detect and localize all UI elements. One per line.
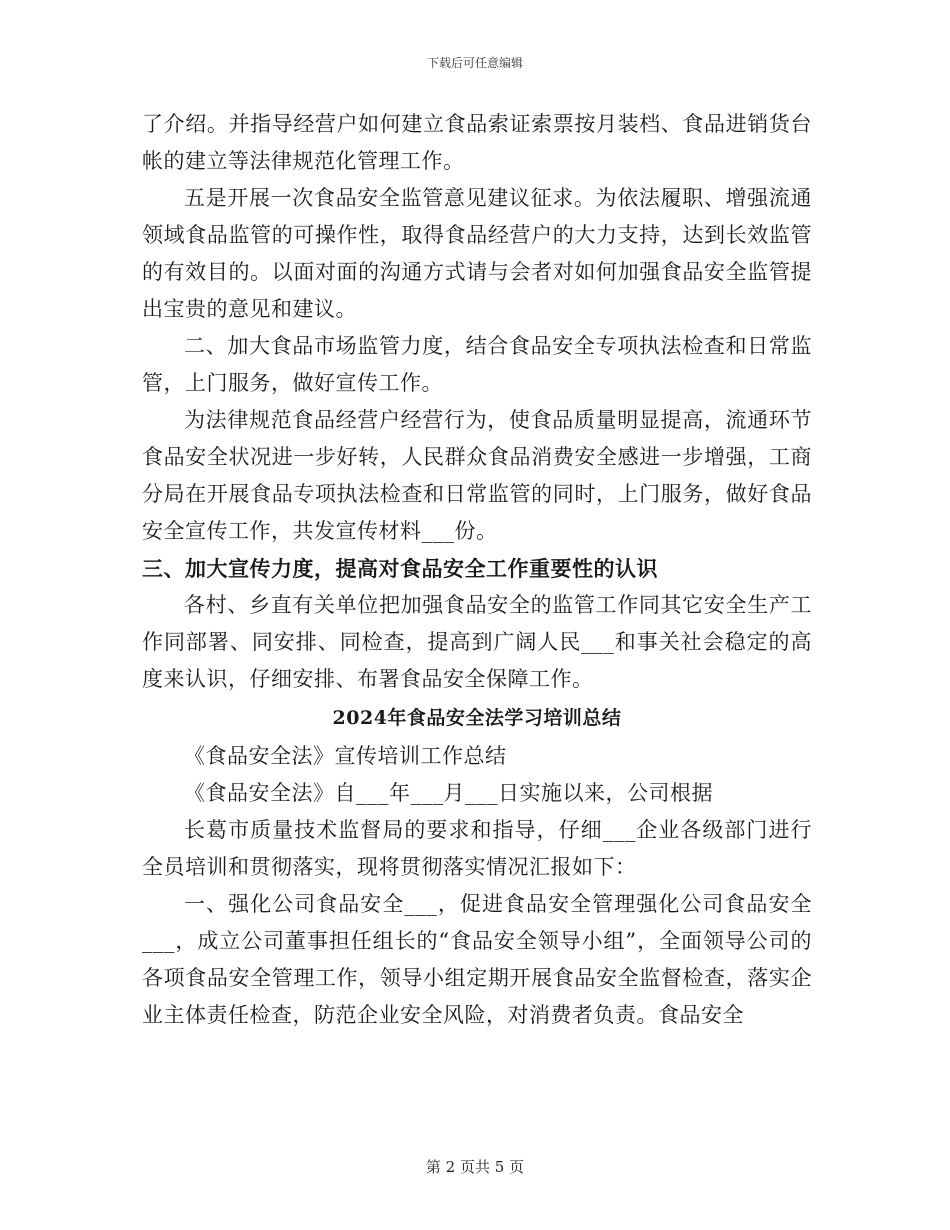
paragraph: 了介绍。并指导经营户如何建立食品索证索票按月装档、食品进销货台帐的建立等法律规范化管理工作。: [142, 112, 812, 173]
paragraph: 为法律规范食品经营户经营行为，使食品质量明显提高，流通环节食品安全状况进一步好转，人民群众食品消费安全感进一步增强，工商分局在开展食品专项执法检查和日常监管的同时，上门服务，做好食品安全宣传工作，共发宣传材料___份。: [142, 408, 812, 543]
page-header: 下载后可任意编辑: [426, 56, 523, 70]
paragraph: 《食品安全法》自___年___月___日实施以来，公司根据: [184, 781, 713, 805]
document-body: [142, 106, 812, 1034]
section-heading: 三、加大宣传力度，提高对食品安全工作重要性的认识: [142, 556, 658, 581]
paragraph: 《食品安全法》宣传培训工作总结: [184, 744, 507, 768]
paragraph: 五是开展一次食品安全监管意见建议征求。为依法履职、增强流通领域食品监管的可操作性，取得食品经营户的大力支持，达到长效监管的有效目的。以面对面的沟通方式请与会者对如何加强食品安全监管提出宝贵的意见和建议。: [142, 186, 812, 321]
paragraph: 二、加大食品市场监管力度，结合食品安全专项执法检查和日常监管，上门服务，做好宣传工作。: [142, 334, 812, 395]
paragraph: 一、强化公司食品安全___，促进食品安全管理强化公司食品安全___，成立公司董事担任组长的“食品安全领导小组”，全面领导公司的各项食品安全管理工作，领导小组定期开展食品安全监督检查，落实企业主体责任检查，防范企业安全风险，对消费者负责。食品安全: [142, 892, 812, 1027]
paragraph: 各村、乡直有关单位把加强食品安全的监管工作同其它安全生产工作同部署、同安排、同检查，提高到广阔人民___和事关社会稳定的高度来认识，仔细安排、布署食品安全保障工作。: [142, 593, 812, 691]
paragraph: 长葛市质量技术监督局的要求和指导，仔细___企业各级部门进行全员培训和贯彻落实，现将贯彻落实情况汇报如下：: [142, 818, 812, 879]
page-footer: 第 2 页共 5 页: [425, 1158, 525, 1176]
document-title: 2024年食品安全法学习培训总结: [332, 707, 622, 729]
